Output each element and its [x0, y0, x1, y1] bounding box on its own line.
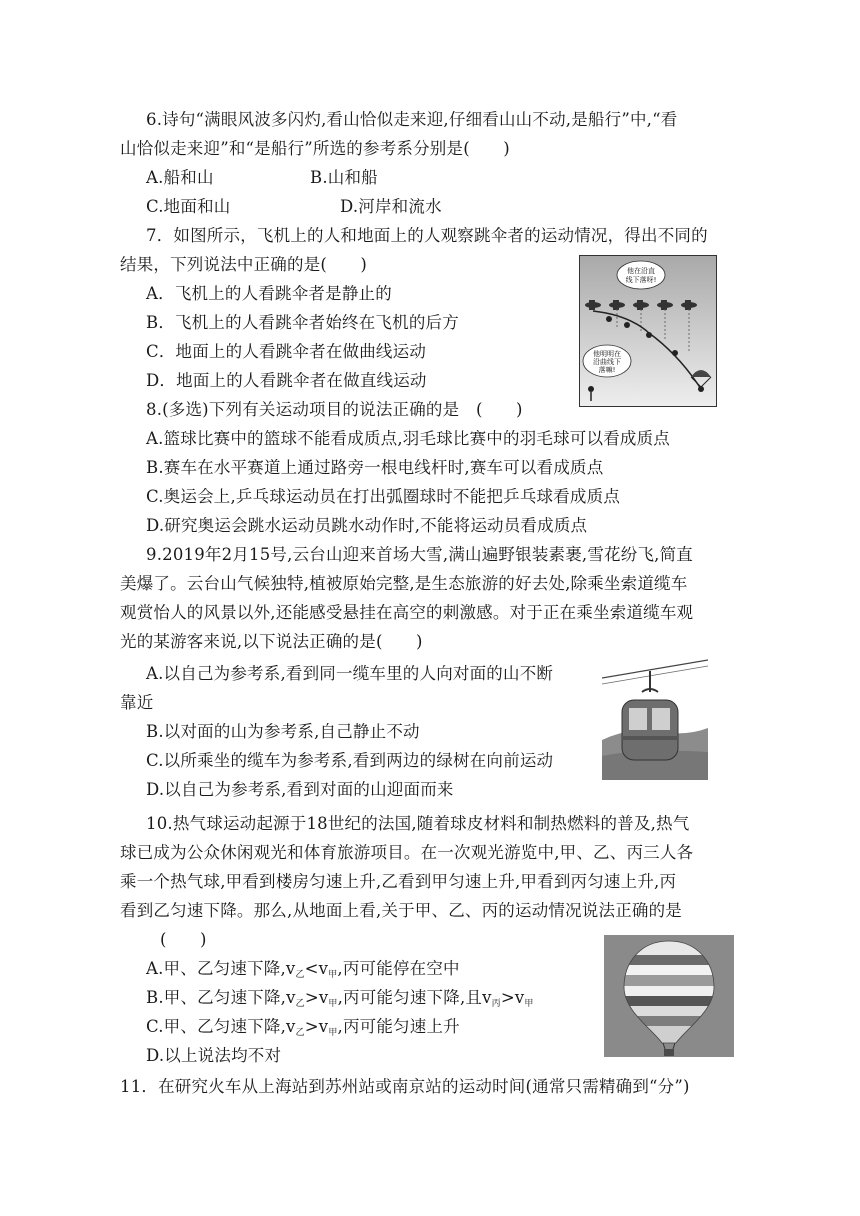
- q10-line-5: ( ): [160, 930, 207, 949]
- q10-line-3: 乘一个热气球,甲看到楼房匀速上升,乙看到甲匀速上升,甲看到丙匀速上升,丙: [120, 872, 677, 891]
- q7-option-a: A．飞机上的人看跳伞者是静止的: [146, 284, 392, 303]
- q8-option-b: B.赛车在水平赛道上通过路旁一根电线杆时,赛车可以看成质点: [146, 458, 604, 477]
- q8-option-d: D.研究奥运会跳水运动员跳水动作时,不能将运动员看成质点: [146, 516, 588, 535]
- bubble-bottom-line-3: 落嘛!: [598, 366, 616, 374]
- q10-line-1: 10.热气球运动起源于18世纪的法国,随着球皮材料和制热燃料的普及,热气: [146, 814, 690, 833]
- bubble-top-line-2: 线下落呀!: [625, 276, 657, 284]
- q7-line-1: 7．如图所示，飞机上的人和地面上的人观察跳伞者的运动情况，得出不同的: [146, 226, 708, 245]
- q8-line-1: 8.(多选)下列有关运动项目的说法正确的是 ( ): [146, 400, 523, 419]
- q10-option-b: B.甲、乙匀速下降$,v_乙>v_甲$,丙可能匀速下降,且$v_丙>v_甲$: [146, 988, 534, 1009]
- q6-line-1: 6.诗句“满眼风波多闪灼,看山恰似走来迎,仔细看山山不动,是船行”中,“看: [146, 110, 678, 129]
- q9-option-b: B.以对面的山为参考系,自己静止不动: [146, 722, 420, 741]
- q9-line-3: 观赏怡人的风景以外,还能感受悬挂在高空的刺激感。对于正在乘坐索道缆车观: [120, 603, 694, 622]
- hot-air-balloon-illustration: [604, 935, 734, 1057]
- bubble-top-line-1: 他在沿直: [627, 267, 655, 275]
- hot-air-balloon-figure: [604, 935, 734, 1057]
- q6-line-2: 山恰似走来迎”和“是船行”所选的参考系分别是( ): [120, 139, 510, 158]
- parachute-figure: [579, 255, 717, 407]
- q7-option-c: C．地面上的人看跳伞者在做曲线运动: [146, 342, 427, 361]
- q10-option-a: A.甲、乙匀速下降$,v_乙<v_甲$,丙可能停在空中: [146, 959, 460, 980]
- q10-option-c: C.甲、乙匀速下降$,v_乙>v_甲$,丙可能匀速上升: [146, 1017, 460, 1038]
- q9-line-4: 光的某游客来说,以下说法正确的是( ): [120, 632, 423, 651]
- q6-option-b: B.山和船: [310, 168, 378, 187]
- q6-option-a: A.船和山: [146, 168, 214, 187]
- q7-line-2: 结果，下列说法中正确的是( ): [120, 255, 368, 274]
- q10-line-4: 看到乙匀速下降。那么,从地面上看,关于甲、乙、丙的运动情况说法正确的是: [120, 901, 682, 920]
- q11-line-1: 11．在研究火车从上海站到苏州站或南京站的运动时间(通常只需精确到“分”): [120, 1077, 690, 1096]
- q10-line-2: 球已成为公众休闲观光和体育旅游项目。在一次观光游览中,甲、乙、丙三人各: [120, 843, 694, 862]
- cable-car-figure: [602, 656, 708, 780]
- cable-car-illustration: [602, 656, 708, 780]
- q10-option-d: D.以上说法均不对: [146, 1046, 282, 1065]
- q9-option-c: C.以所乘坐的缆车为参考系,看到两边的绿树在向前运动: [146, 751, 554, 770]
- q9-option-d: D.以自己为参考系,看到对面的山迎面而来: [146, 780, 454, 799]
- q9-option-a-line-1: A.以自己为参考系,看到同一缆车里的人向对面的山不断: [146, 664, 554, 683]
- q9-option-a-line-2: 靠近: [120, 693, 154, 712]
- q7-option-d: D．地面上的人看跳伞者在做直线运动: [146, 371, 427, 390]
- parachute-illustration: [579, 255, 717, 407]
- q6-option-c: C.地面和山: [146, 197, 231, 216]
- q8-option-c: C.奥运会上,乒乓球运动员在打出弧圈球时不能把乒乓球看成质点: [146, 487, 621, 506]
- bubble-bottom-line-2: 沿曲线下: [593, 358, 621, 366]
- q9-line-1: 9.2019年2月15号,云台山迎来首场大雪,满山遍野银装素裹,雪花纷飞,简直: [146, 545, 694, 564]
- q7-option-b: B．飞机上的人看跳伞者始终在飞机的后方: [146, 313, 459, 332]
- bubble-bottom-line-1: 他明明在: [593, 350, 621, 358]
- q8-option-a: A.篮球比赛中的篮球不能看成质点,羽毛球比赛中的羽毛球可以看成质点: [146, 429, 671, 448]
- q9-line-2: 美爆了。云台山气候独特,植被原始完整,是生态旅游的好去处,除乘坐索道缆车: [120, 574, 688, 593]
- q6-option-d: D.河岸和流水: [340, 197, 442, 216]
